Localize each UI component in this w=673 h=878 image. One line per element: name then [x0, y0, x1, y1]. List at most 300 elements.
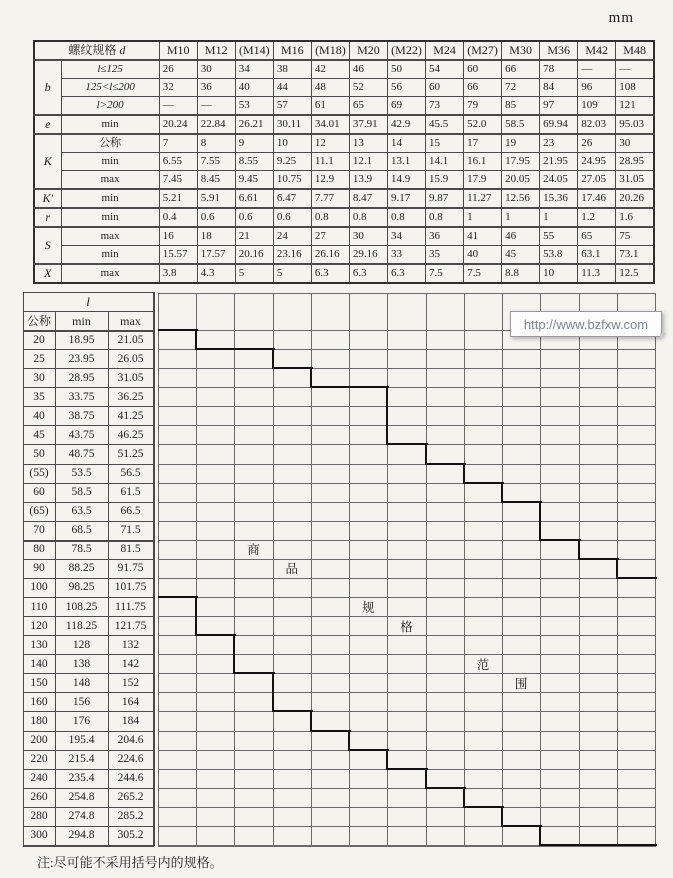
- length-nominal-cell: 180: [30, 715, 48, 727]
- length-nominal-cell: 200: [30, 734, 48, 747]
- value-cell: 0.8: [311, 208, 349, 227]
- value-cell: 12.56: [502, 189, 540, 208]
- row-sub-label: 公称: [61, 134, 159, 153]
- value-cell: 95.03: [616, 115, 654, 134]
- value-cell: 32: [159, 79, 197, 97]
- value-cell: 24.05: [540, 171, 578, 190]
- value-cell: 17.46: [578, 189, 616, 208]
- value-cell: 52.0: [464, 115, 502, 134]
- grid-column-line: [196, 293, 197, 845]
- range-boundary-line: [617, 844, 657, 846]
- value-cell: 5: [273, 264, 311, 283]
- length-min-cell: 156: [72, 695, 91, 708]
- grid-row-line: [158, 425, 656, 426]
- value-cell: 27.05: [578, 171, 616, 190]
- value-cell: 1: [464, 208, 502, 227]
- grid-column-line: [579, 293, 580, 845]
- value-cell: 22.84: [197, 115, 235, 134]
- value-cell: 45: [502, 246, 540, 265]
- value-cell: 7.5: [426, 264, 464, 283]
- value-cell: 24.95: [578, 153, 616, 171]
- range-boundary-line: [272, 672, 274, 712]
- value-cell: 15.36: [540, 189, 578, 208]
- value-cell: 26.16: [311, 246, 349, 265]
- range-label-char: 规: [361, 600, 375, 615]
- value-cell: 17.9: [464, 171, 502, 190]
- length-min-cell: 53.5: [71, 467, 92, 480]
- length-min-cell: 108.25: [65, 600, 98, 613]
- range-boundary-line: [349, 749, 389, 751]
- length-min-cell: 294.8: [68, 829, 95, 842]
- grid-column-line: [464, 293, 465, 845]
- column-header: M20: [349, 41, 387, 60]
- value-cell: 20.24: [159, 115, 197, 134]
- value-cell: 60: [464, 60, 502, 79]
- value-cell: 26.21: [235, 115, 273, 134]
- value-cell: 60: [426, 79, 464, 97]
- length-min-cell: 235.4: [68, 772, 95, 785]
- row-group-label: r: [34, 208, 61, 227]
- grid-row-line: [158, 540, 656, 541]
- value-cell: 1.6: [616, 208, 654, 227]
- value-cell: 5.21: [159, 189, 197, 208]
- column-header: M36: [540, 41, 578, 60]
- value-cell: 16.1: [464, 153, 502, 171]
- length-max-cell: 36.25: [117, 390, 144, 403]
- value-cell: 20.16: [235, 246, 273, 265]
- value-cell: 1.2: [578, 208, 616, 227]
- value-cell: 97: [540, 97, 578, 116]
- table-row: [34, 227, 654, 246]
- length-max-cell: 41.25: [117, 409, 144, 422]
- length-nominal-cell: 160: [30, 695, 48, 708]
- grid-row-line: [158, 502, 656, 503]
- length-nominal-cell: (65): [29, 505, 49, 518]
- value-cell: 108: [616, 79, 654, 97]
- length-min-cell: 118.25: [65, 619, 98, 632]
- range-boundary-line: [195, 596, 197, 636]
- value-cell: 10: [273, 134, 311, 153]
- length-max-cell: 111.75: [115, 600, 146, 613]
- value-cell: 14: [387, 134, 425, 153]
- range-boundary-line: [616, 558, 618, 579]
- value-cell: 34: [235, 60, 273, 79]
- value-cell: 75: [616, 227, 654, 246]
- length-col-header: min: [72, 313, 91, 328]
- value-cell: 11.27: [464, 189, 502, 208]
- row-group-label: e: [34, 115, 61, 134]
- range-boundary-line: [463, 787, 465, 808]
- length-span-header: l: [86, 293, 90, 309]
- grid-row-line: [158, 807, 656, 808]
- range-boundary-line: [502, 825, 542, 827]
- row-sub-label: l>200: [61, 97, 159, 116]
- range-boundary-line: [195, 329, 197, 350]
- row-sub-label: min: [61, 189, 159, 208]
- value-cell: 84: [540, 79, 578, 97]
- value-cell: 6.3: [387, 264, 425, 283]
- table-row: [34, 60, 654, 79]
- value-cell: 7.55: [197, 153, 235, 171]
- grid-row-line: [158, 711, 656, 712]
- grid-row-line: [158, 406, 656, 407]
- value-cell: 37.91: [349, 115, 387, 134]
- range-label-char: 商: [247, 543, 260, 558]
- range-boundary-line: [425, 443, 427, 464]
- value-cell: 8.55: [235, 153, 273, 171]
- watermark-notch-icon: [660, 333, 667, 340]
- grid-top-line: [158, 293, 656, 294]
- grid-row-line: [158, 731, 656, 732]
- value-cell: 5: [235, 264, 273, 283]
- table-line: [153, 292, 155, 846]
- value-cell: 21.95: [540, 153, 578, 171]
- value-cell: 66: [502, 60, 540, 79]
- range-boundary-line: [348, 730, 350, 751]
- range-boundary-line: [273, 710, 313, 712]
- value-cell: 40: [235, 79, 273, 97]
- value-cell: 17: [464, 134, 502, 153]
- range-boundary-line: [233, 634, 235, 674]
- watermark-box: [510, 311, 662, 337]
- value-cell: 7.45: [159, 171, 197, 190]
- table-row: [34, 208, 654, 227]
- value-cell: 28.95: [616, 153, 654, 171]
- value-cell: —: [197, 97, 235, 116]
- length-min-cell: 215.4: [68, 753, 95, 766]
- value-cell: 69: [387, 97, 425, 116]
- value-cell: 121: [616, 97, 654, 116]
- table-row: [34, 134, 654, 153]
- length-nominal-cell: 45: [33, 428, 45, 441]
- value-cell: 31.05: [616, 171, 654, 190]
- length-max-cell: 164: [121, 695, 140, 708]
- value-cell: 10: [540, 264, 578, 283]
- value-cell: 7: [159, 134, 197, 153]
- value-cell: 45.5: [426, 115, 464, 134]
- length-max-cell: 31.05: [117, 371, 144, 384]
- value-cell: 8.45: [197, 171, 235, 190]
- length-min-cell: 78.5: [71, 543, 92, 556]
- table-row: [34, 246, 654, 265]
- value-cell: 1: [540, 208, 578, 227]
- range-label-char: 范: [476, 657, 490, 672]
- value-cell: 65: [349, 97, 387, 116]
- length-nominal-cell: 90: [33, 562, 45, 575]
- length-nominal-cell: 240: [30, 772, 48, 785]
- length-nominal-cell: 35: [33, 390, 45, 403]
- value-cell: 63.1: [578, 246, 616, 265]
- length-nominal-cell: 70: [33, 524, 45, 537]
- thread-spec-table: [33, 40, 655, 284]
- value-cell: 73: [426, 97, 464, 116]
- length-max-cell: 56.5: [120, 467, 141, 480]
- length-min-cell: 176: [72, 715, 91, 727]
- length-max-cell: 152: [121, 676, 140, 689]
- range-boundary-line: [464, 482, 504, 484]
- length-min-cell: 43.75: [68, 428, 95, 441]
- value-cell: 40: [464, 246, 502, 265]
- length-max-cell: 66.5: [120, 505, 141, 518]
- value-cell: 66: [464, 79, 502, 97]
- column-header: M48: [616, 41, 654, 60]
- value-cell: 8: [197, 134, 235, 153]
- table-row: [34, 264, 654, 283]
- value-cell: 57: [273, 97, 311, 116]
- column-header: M30: [502, 41, 540, 60]
- grid-row-line: [158, 464, 656, 465]
- value-cell: 8.8: [502, 264, 540, 283]
- range-boundary-line: [579, 844, 619, 846]
- value-cell: 34: [387, 227, 425, 246]
- value-cell: 12.5: [616, 264, 654, 283]
- row-sub-label: min: [61, 153, 159, 171]
- value-cell: 14.9: [387, 171, 425, 190]
- grid-column-line: [655, 293, 656, 845]
- length-max-cell: 204.6: [117, 734, 144, 747]
- length-min-cell: 38.75: [68, 409, 95, 422]
- value-cell: 15.57: [159, 246, 197, 265]
- value-cell: 38: [273, 60, 311, 79]
- value-cell: 56: [387, 79, 425, 97]
- column-header: M16: [273, 41, 311, 60]
- value-cell: 78: [540, 60, 578, 79]
- range-boundary-line: [387, 443, 427, 445]
- range-boundary-line: [311, 386, 351, 388]
- value-cell: 30: [616, 134, 654, 153]
- row-sub-label: min: [61, 208, 159, 227]
- length-col-header: 公称: [26, 313, 51, 328]
- length-min-cell: 33.75: [68, 390, 95, 403]
- column-header: M42: [578, 41, 616, 60]
- grid-column-line: [502, 293, 503, 845]
- length-min-cell: 28.95: [68, 371, 95, 384]
- table-row: [34, 115, 654, 134]
- value-cell: 53.8: [540, 246, 578, 265]
- range-boundary-line: [463, 463, 465, 484]
- value-cell: 17.95: [502, 153, 540, 171]
- length-min-cell: 148: [72, 676, 91, 689]
- grid-row-line: [158, 597, 656, 598]
- value-cell: 96: [578, 79, 616, 97]
- value-cell: 12: [311, 134, 349, 153]
- length-nominal-cell: 50: [33, 447, 45, 460]
- value-cell: 46: [349, 60, 387, 79]
- length-min-cell: 128: [72, 638, 91, 651]
- column-header: (M22): [387, 41, 425, 60]
- unit-label: mm: [608, 10, 634, 26]
- length-max-cell: 224.6: [117, 753, 144, 766]
- table-row: [34, 171, 654, 190]
- length-max-cell: 26.05: [117, 352, 144, 365]
- range-boundary-line: [464, 806, 504, 808]
- length-col-header: max: [120, 313, 141, 328]
- length-max-cell: 71.5: [120, 524, 141, 537]
- table-row: [34, 97, 654, 116]
- length-max-cell: 101.75: [114, 581, 147, 594]
- range-boundary-line: [310, 367, 312, 388]
- length-max-cell: 21.05: [117, 333, 144, 346]
- value-cell: 50: [387, 60, 425, 79]
- table-row: [34, 153, 654, 171]
- grid-row-line: [158, 578, 656, 579]
- value-cell: 23.16: [273, 246, 311, 265]
- value-cell: 65: [578, 227, 616, 246]
- range-boundary-line: [502, 501, 542, 503]
- length-nominal-cell: 140: [30, 657, 48, 670]
- range-boundary-line: [386, 749, 388, 770]
- value-cell: 20.05: [502, 171, 540, 190]
- length-max-cell: 81.5: [120, 543, 141, 556]
- value-cell: 7.5: [464, 264, 502, 283]
- length-max-cell: 46.25: [117, 428, 144, 441]
- grid-row-line: [158, 521, 656, 522]
- length-nominal-cell: (55): [29, 467, 49, 480]
- value-cell: 12.1: [349, 153, 387, 171]
- value-cell: 46: [502, 227, 540, 246]
- range-label-char: 格: [400, 619, 413, 634]
- table-row: [34, 189, 654, 208]
- value-cell: 42.9: [387, 115, 425, 134]
- length-nominal-cell: 100: [30, 581, 48, 594]
- length-min-cell: 48.75: [68, 447, 95, 460]
- range-boundary-line: [425, 768, 427, 789]
- range-boundary-line: [426, 463, 466, 465]
- length-max-cell: 265.2: [117, 791, 144, 804]
- column-header: (M18): [311, 41, 349, 60]
- range-boundary-line: [196, 634, 236, 636]
- value-cell: 15: [426, 134, 464, 153]
- row-sub-label: l≤125: [61, 60, 159, 79]
- value-cell: 6.47: [273, 189, 311, 208]
- range-boundary-line: [579, 558, 619, 560]
- length-min-cell: 195.4: [68, 734, 95, 747]
- row-group-label: X: [34, 264, 61, 283]
- value-cell: 8.47: [349, 189, 387, 208]
- range-boundary-line: [273, 367, 313, 369]
- value-cell: 52: [349, 79, 387, 97]
- range-boundary-line: [196, 348, 236, 350]
- length-min-cell: 58.5: [71, 486, 92, 499]
- value-cell: 9: [235, 134, 273, 153]
- value-cell: 6.3: [311, 264, 349, 283]
- row-sub-label: min: [61, 246, 159, 265]
- range-boundary-line: [158, 329, 198, 331]
- range-boundary-line: [539, 501, 541, 541]
- value-cell: 61: [311, 97, 349, 116]
- value-cell: 15.9: [426, 171, 464, 190]
- value-cell: 0.6: [235, 208, 273, 227]
- value-cell: 34.01: [311, 115, 349, 134]
- length-nominal-cell: 150: [30, 676, 48, 689]
- value-cell: 0.4: [159, 208, 197, 227]
- value-cell: 26: [578, 134, 616, 153]
- value-cell: 6.3: [349, 264, 387, 283]
- value-cell: 6.61: [235, 189, 273, 208]
- length-min-cell: 138: [72, 657, 91, 670]
- length-min-cell: 18.95: [68, 333, 95, 346]
- value-cell: 0.8: [426, 208, 464, 227]
- value-cell: 41: [464, 227, 502, 246]
- length-nominal-cell: 130: [30, 638, 48, 651]
- length-max-cell: 51.25: [117, 447, 144, 460]
- length-and-range-zone: [23, 292, 655, 845]
- length-min-cell: 98.25: [68, 581, 95, 594]
- length-nominal-cell: 300: [30, 829, 48, 842]
- length-min-cell: 254.8: [68, 791, 95, 804]
- grid-row-line: [158, 483, 656, 484]
- length-nominal-cell: 280: [30, 810, 48, 823]
- range-boundary-line: [617, 577, 657, 579]
- range-boundary-line: [386, 386, 388, 445]
- length-nominal-cell: 60: [33, 486, 45, 499]
- value-cell: 20.26: [616, 189, 654, 208]
- value-cell: 11.3: [578, 264, 616, 283]
- value-cell: 13: [349, 134, 387, 153]
- column-header: (M14): [235, 41, 273, 60]
- value-cell: 29.16: [349, 246, 387, 265]
- value-cell: 5.91: [197, 189, 235, 208]
- grid-column-line: [349, 293, 350, 845]
- value-cell: 27: [311, 227, 349, 246]
- value-cell: —: [159, 97, 197, 116]
- grid-column-line: [158, 293, 159, 845]
- footnote-text: 注:尽可能不采用括号内的规格。: [37, 855, 223, 870]
- length-nominal-cell: 110: [30, 600, 48, 613]
- length-nominal-cell: 40: [33, 409, 45, 422]
- range-boundary-line: [272, 348, 274, 369]
- value-cell: 19: [502, 134, 540, 153]
- row-group-label: S: [34, 227, 61, 264]
- range-boundary-line: [539, 825, 541, 846]
- value-cell: 1: [502, 208, 540, 227]
- value-cell: 72: [502, 79, 540, 97]
- column-header: (M27): [464, 41, 502, 60]
- row-group-label: K′: [34, 189, 61, 208]
- value-cell: 11.1: [311, 153, 349, 171]
- grid-row-line: [158, 826, 656, 827]
- grid-column-line: [426, 293, 427, 845]
- row-sub-label: 125<l≤200: [61, 79, 159, 97]
- grid-column-line: [540, 293, 541, 845]
- range-boundary-line: [234, 348, 274, 350]
- length-min-cell: 23.95: [68, 352, 95, 365]
- range-boundary-line: [349, 386, 389, 388]
- range-boundary-line: [387, 768, 427, 770]
- value-cell: 69.94: [540, 115, 578, 134]
- length-min-cell: 68.5: [71, 524, 92, 537]
- length-nominal-cell: 80: [33, 543, 45, 556]
- row-sub-label: max: [61, 264, 159, 283]
- value-cell: 6.55: [159, 153, 197, 171]
- value-cell: 42: [311, 60, 349, 79]
- range-boundary-line: [501, 806, 503, 827]
- value-cell: 10.75: [273, 171, 311, 190]
- grid-row-line: [158, 387, 656, 388]
- value-cell: 9.87: [426, 189, 464, 208]
- table-row: [34, 41, 654, 60]
- value-cell: 13.9: [349, 171, 387, 190]
- length-max-cell: 121.75: [114, 619, 147, 632]
- length-max-cell: 61.5: [120, 486, 141, 499]
- row-group-label: K: [34, 134, 61, 189]
- value-cell: 12.9: [311, 171, 349, 190]
- value-cell: 30: [349, 227, 387, 246]
- value-cell: 23: [540, 134, 578, 153]
- range-boundary-line: [501, 482, 503, 503]
- value-cell: 9.17: [387, 189, 425, 208]
- range-label-char: 围: [514, 676, 528, 691]
